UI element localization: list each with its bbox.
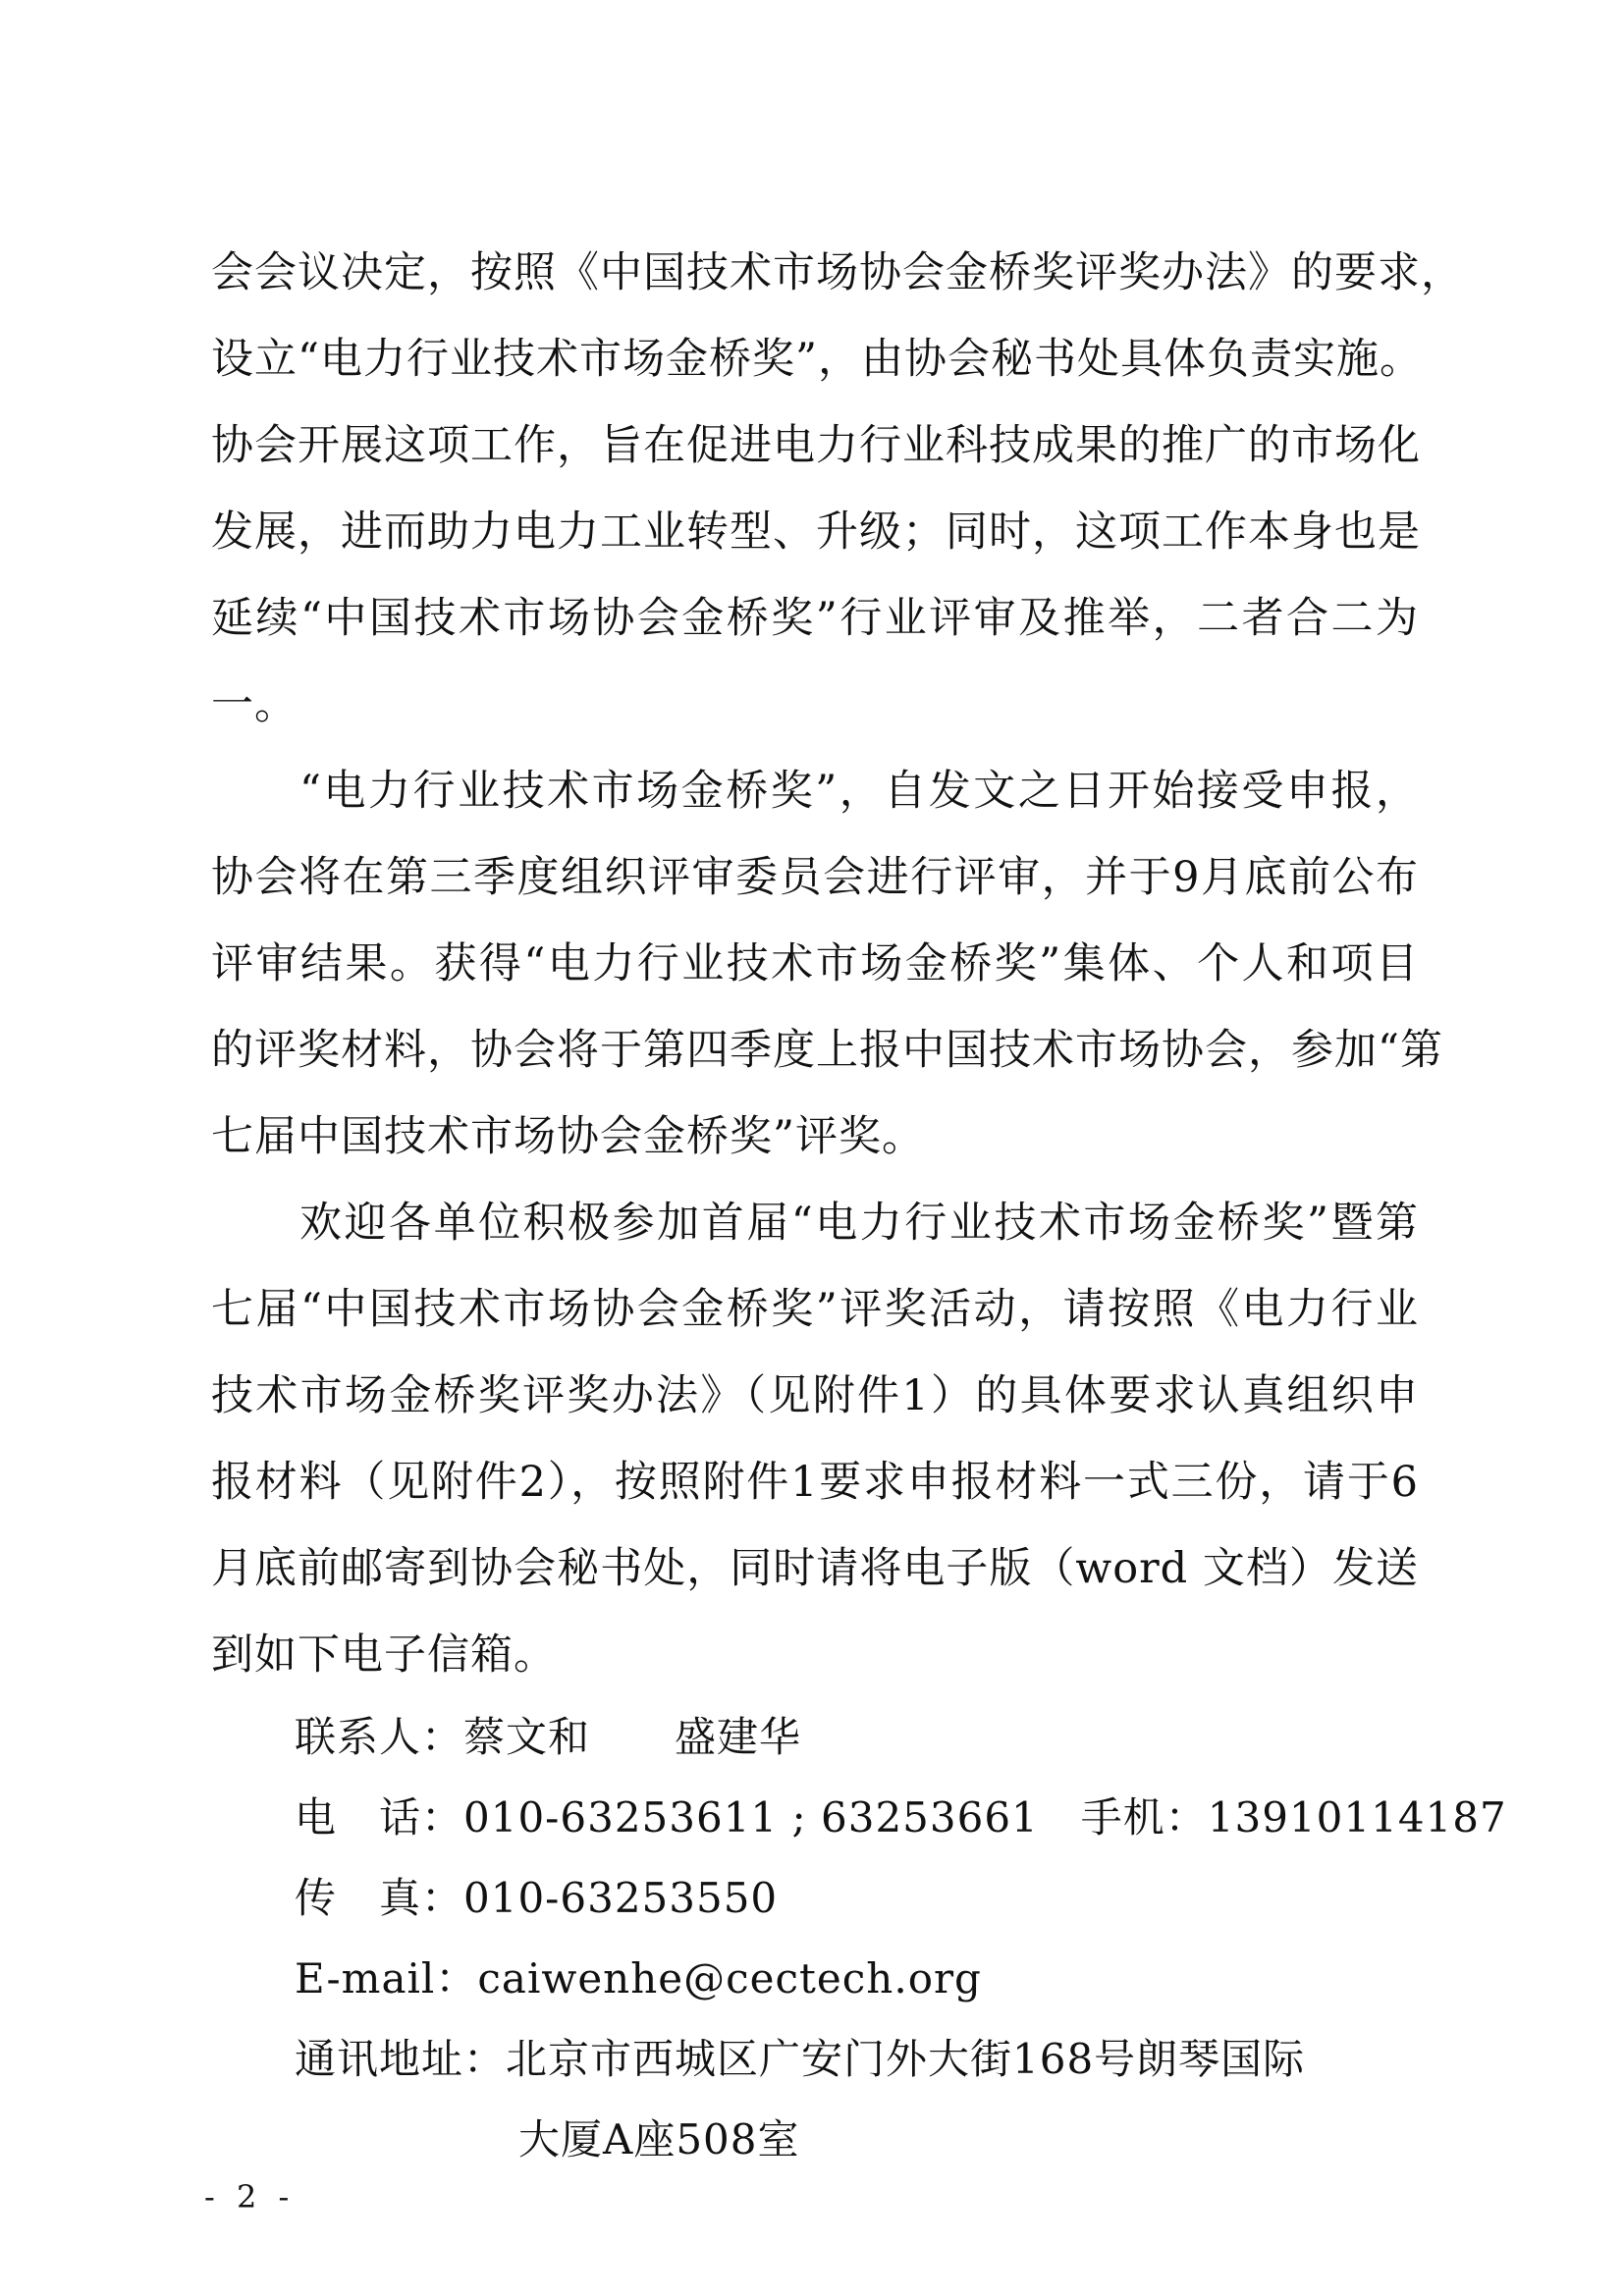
body-line-4: 发展，进而助力电力工业转型、升级；同时，这项工作本身也是 <box>211 507 1421 557</box>
contact-address <box>295 2032 1305 2087</box>
contact-person-label: 联系人： <box>295 1713 464 1761</box>
contact-fax-value: 010-63253550 <box>463 1874 779 1922</box>
contact-address-line1: 北京市西城区广安门外大街168号朗琴国际 <box>506 2035 1306 2083</box>
body-line-2: 设立“电力行业技术市场金桥奖”，由协会秘书处具体负责实施。 <box>211 335 1423 384</box>
body-line-16: 月底前邮寄到协会秘书处，同时请将电子版（word 文档）发送 <box>211 1544 1419 1593</box>
body-line-14: 技术市场金桥奖评奖办法》（见附件1）的具体要求认真组织申 <box>211 1371 1419 1420</box>
contact-email-label: E-mail： <box>295 1954 478 2002</box>
contact-email-value: caiwenhe@cectech.org <box>477 1954 982 2002</box>
page-number: - 2 - <box>204 2178 296 2216</box>
body-line-6: 一。 <box>211 680 298 729</box>
contact-fax-label: 传 真： <box>295 1874 464 1922</box>
contact-phone-value: 010-63253611 ; 63253661 手机：13910114187 <box>463 1793 1507 1842</box>
body-line-10: 的评奖材料，协会将于第四季度上报中国技术市场协会，参加“第 <box>211 1026 1443 1075</box>
contact-address-continued <box>518 2112 800 2167</box>
body-line-17: 到如下电子信箱。 <box>211 1630 557 1680</box>
contact-address-line2: 大厦A座508室 <box>518 2115 800 2163</box>
body-line-15: 报材料（见附件2），按照附件1要求申报材料一式三份，请于6 <box>211 1458 1419 1507</box>
contact-fax <box>295 1871 778 1926</box>
contact-phone <box>295 1790 1507 1845</box>
body-line-13: 七届“中国技术市场协会金桥奖”评奖活动，请按照《电力行业 <box>211 1285 1419 1334</box>
contact-person-value: 蔡文和 盛建华 <box>463 1713 802 1761</box>
body-line-8: 协会将在第三季度组织评审委员会进行评审，并于9月底前公布 <box>211 853 1419 902</box>
contact-phone-label: 电 话： <box>295 1793 464 1842</box>
body-line-3: 协会开展这项工作，旨在促进电力行业科技成果的推广的市场化 <box>211 421 1421 470</box>
contact-address-label: 通讯地址： <box>295 2035 507 2083</box>
contact-email <box>295 1951 982 2006</box>
body-line-11: 七届中国技术市场协会金桥奖”评奖。 <box>211 1112 925 1161</box>
contact-person <box>295 1710 801 1765</box>
body-line-1: 会会议决定，按照《中国技术市场协会金桥奖评奖办法》的要求， <box>211 248 1464 297</box>
body-line-12: 欢迎各单位积极参加首届“电力行业技术市场金桥奖”暨第 <box>299 1199 1419 1248</box>
body-line-5: 延续“中国技术市场协会金桥奖”行业评审及推举，二者合二为 <box>211 594 1419 643</box>
body-line-9: 评审结果。获得“电力行业技术市场金桥奖”集体、个人和项目 <box>211 939 1419 988</box>
body-line-7: “电力行业技术市场金桥奖”，自发文之日开始接受申报， <box>299 767 1419 816</box>
